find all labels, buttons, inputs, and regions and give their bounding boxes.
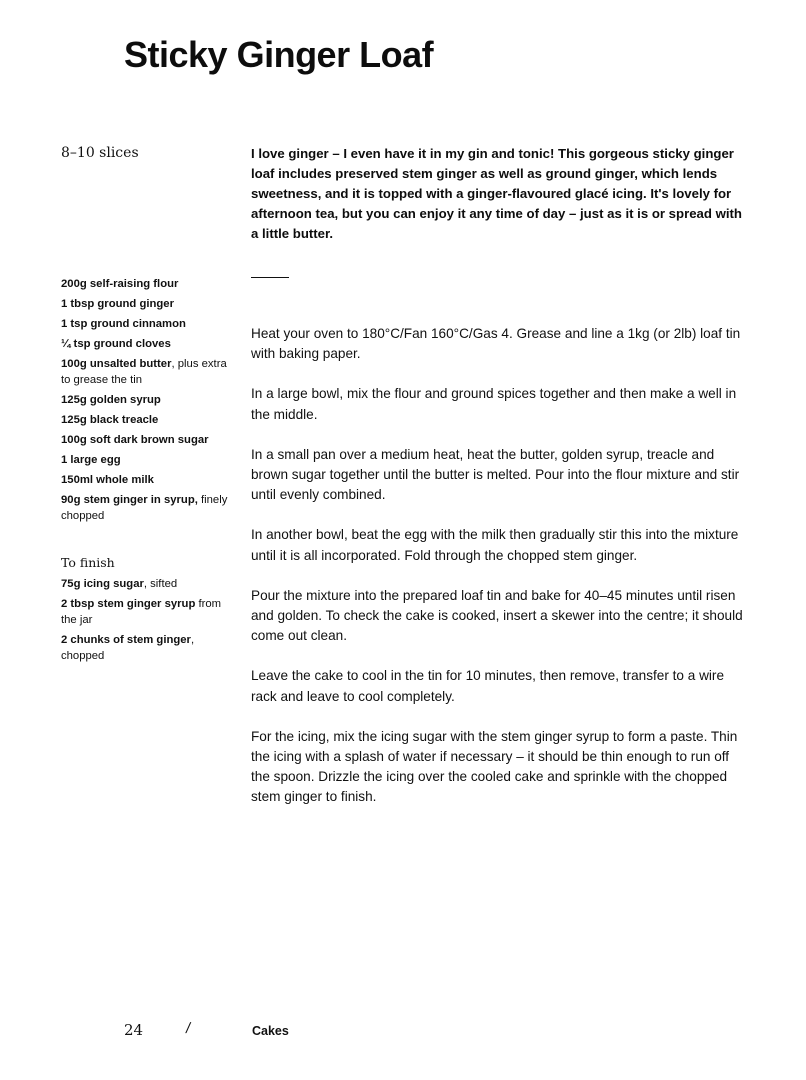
ingredient-item	[61, 452, 231, 468]
page-number: 24	[124, 1021, 144, 1039]
ingredient-item	[61, 296, 231, 312]
finish-ingredient-item	[61, 632, 231, 664]
ingredient-name: 2 chunks of stem ginger	[61, 634, 191, 646]
ingredient-item	[61, 316, 231, 332]
ingredients-list	[61, 276, 231, 528]
ingredient-name: 90g stem ginger in syrup,	[61, 494, 198, 506]
method-step: In a small pan over a medium heat, heat the butter, golden syrup, treacle and brown sugar together until the butter is melted. Pour into the flour mixture and stir until evenly combined.	[251, 446, 740, 503]
ingredient-name: ¼ tsp ground cloves	[61, 338, 171, 350]
ingredient-item	[61, 356, 231, 388]
ingredient-item	[61, 492, 231, 524]
ingredient-name: 1 large egg	[61, 454, 121, 466]
method-steps	[251, 324, 743, 828]
ingredient-item	[61, 336, 231, 352]
ingredient-note: , sifted	[143, 578, 178, 590]
method-step: In another bowl, beat the egg with the milk then gradually stir this into the mixture until it is all incorporated. Fold through the chopped stem ginger.	[251, 527, 739, 563]
ingredient-note: finely chopped	[61, 494, 228, 522]
ingredient-note: , chopped	[61, 634, 195, 662]
ingredient-name: 1 tbsp ground ginger	[61, 298, 174, 310]
ingredient-item	[61, 472, 231, 488]
finish-ingredients-list	[61, 576, 231, 668]
section-name: Cakes	[252, 1024, 289, 1038]
ingredient-name: 1 tsp ground cinnamon	[61, 318, 186, 330]
ingredient-item	[61, 392, 231, 408]
finish-ingredient-item	[61, 576, 231, 592]
method-step: For the icing, mix the icing sugar with the stem ginger syrup to form a paste. Thin the icing with a splash of water if necessary – it should be thin enough to run off the spoon. Drizzle the icing over the cooled cake and sprinkle with the chopped stem ginger to finish.	[251, 728, 738, 805]
ingredient-name: 125g golden syrup	[61, 394, 161, 406]
ingredient-item	[61, 432, 231, 448]
serves-label: 8–10 slices	[61, 145, 139, 161]
ingredient-name: 100g unsalted butter	[61, 358, 172, 370]
ingredient-name: 150ml whole milk	[61, 474, 154, 486]
ingredient-note: from the jar	[61, 598, 222, 626]
recipe-intro: I love ginger – I even have it in my gin and tonic! This gorgeous sticky ginger loaf includes preserved stem ginger as well as ground ginger, which lends sweetness, and it is topped with a ginger-flavoured glacé icing. It's lovely for afternoon tea, but you can enjoy it any time of day – just as it is or spread with a little butter.	[251, 146, 742, 241]
footer-separator: /	[184, 1020, 192, 1037]
ingredient-note: , plus extra to grease the tin	[61, 358, 227, 386]
to-finish-heading: To finish	[61, 555, 115, 570]
ingredient-name: 75g icing sugar	[61, 578, 144, 590]
method-step: In a large bowl, mix the flour and ground spices together and then make a well in the middle.	[251, 386, 737, 422]
method-step: Leave the cake to cool in the tin for 10 minutes, then remove, transfer to a wire rack and leave to cool completely.	[251, 668, 725, 704]
ingredient-name: 125g black treacle	[61, 414, 159, 426]
ingredient-item	[61, 412, 231, 428]
finish-ingredient-item	[61, 596, 231, 628]
ingredient-name: 100g soft dark brown sugar	[61, 434, 209, 446]
ingredient-item	[61, 276, 231, 292]
section-divider	[251, 277, 289, 278]
ingredient-name: 2 tbsp stem ginger syrup	[61, 598, 196, 610]
ingredient-name: 200g self-raising flour	[61, 278, 179, 290]
method-step: Heat your oven to 180°C/Fan 160°C/Gas 4. Grease and line a 1kg (or 2lb) loaf tin with baking paper.	[251, 326, 741, 362]
recipe-title: Sticky Ginger Loaf	[124, 34, 434, 75]
method-step: Pour the mixture into the prepared loaf tin and bake for 40–45 minutes until risen and golden. To check the cake is cooked, insert a skewer into the centre; it should come out clean.	[251, 587, 743, 644]
